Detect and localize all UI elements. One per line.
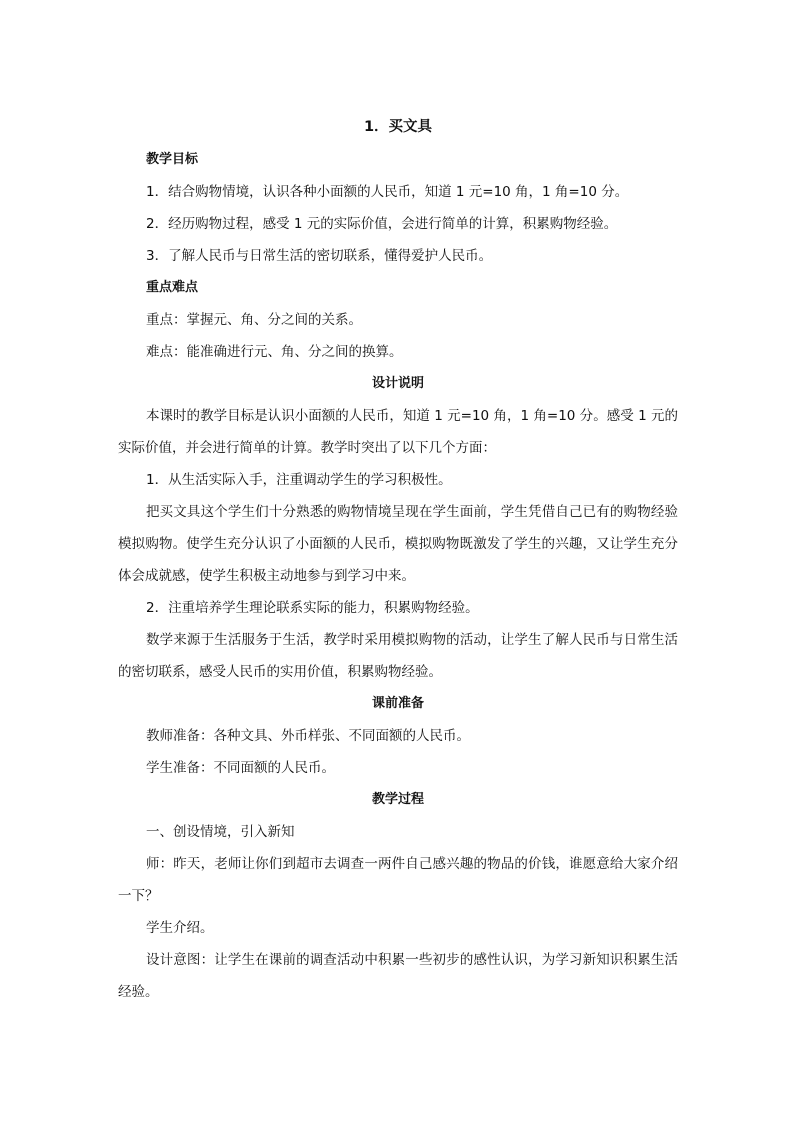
process-heading: 教学过程 [371,792,424,807]
design-heading: 设计说明 [371,376,424,391]
key-points-heading: 重点难点 [146,280,199,295]
design-intro: 本课时的教学目标是认识小面额的人民币，知道 1 元=10 角，1 角=10 分。感受 1 元的实际价值，并会进行简单的计算。教学时突出了以下几个方面： [118,408,678,456]
design-point-1-text: 把买文具这个学生们十分熟悉的购物情境呈现在学生面前，学生凭借自己已有的购物经验模拟购物。使学生充分认识了小面额的人民币，模拟购物既激发了学生的兴趣，又让学生充分体会成就感，使学生积极主动地参与到学习中来。 [118,504,678,584]
objectives-heading: 教学目标 [146,152,199,167]
prep-heading: 课前准备 [371,696,424,711]
teacher-line: 师：昨天，老师让你们到超市去调查一两件自己感兴趣的物品的价钱，谁愿意给大家介绍一下？ [118,856,678,904]
difficulty-item: 难点：能准确进行元、角、分之间的换算。 [146,344,403,360]
design-point-2-text: 数学来源于生活服务于生活，教学时采用模拟购物的活动，让学生了解人民币与日常生活的密切联系，感受人民币的实用价值，积累购物经验。 [118,632,678,680]
design-point-2: 2．注重培养学生理论联系实际的能力，积累购物经验。 [146,600,479,616]
student-line: 学生介绍。 [146,920,214,936]
objective-item-2: 2．经历购物过程，感受 1 元的实际价值，会进行简单的计算，积累购物经验。 [146,216,618,232]
objective-item-1: 1．结合购物情境，认识各种小面额的人民币，知道 1 元=10 角，1 角=10 分。 [146,184,629,200]
student-prep: 学生准备：不同面额的人民币。 [146,760,335,776]
teacher-prep: 教师准备：各种文具、外币样张、不同面额的人民币。 [146,728,470,744]
objective-item-3: 3．了解人民币与日常生活的密切联系，懂得爱护人民币。 [146,248,493,264]
document-title: 1．买文具 [363,119,433,135]
design-point-1: 1．从生活实际入手，注重调动学生的学习积极性。 [146,472,452,488]
key-point-item: 重点：掌握元、角、分之间的关系。 [146,312,362,328]
process-step-1: 一、创设情境，引入新知 [146,824,295,840]
document-page [118,110,678,1008]
design-intent: 设计意图：让学生在课前的调查活动中积累一些初步的感性认识，为学习新知识积累生活经验。 [118,952,678,1000]
